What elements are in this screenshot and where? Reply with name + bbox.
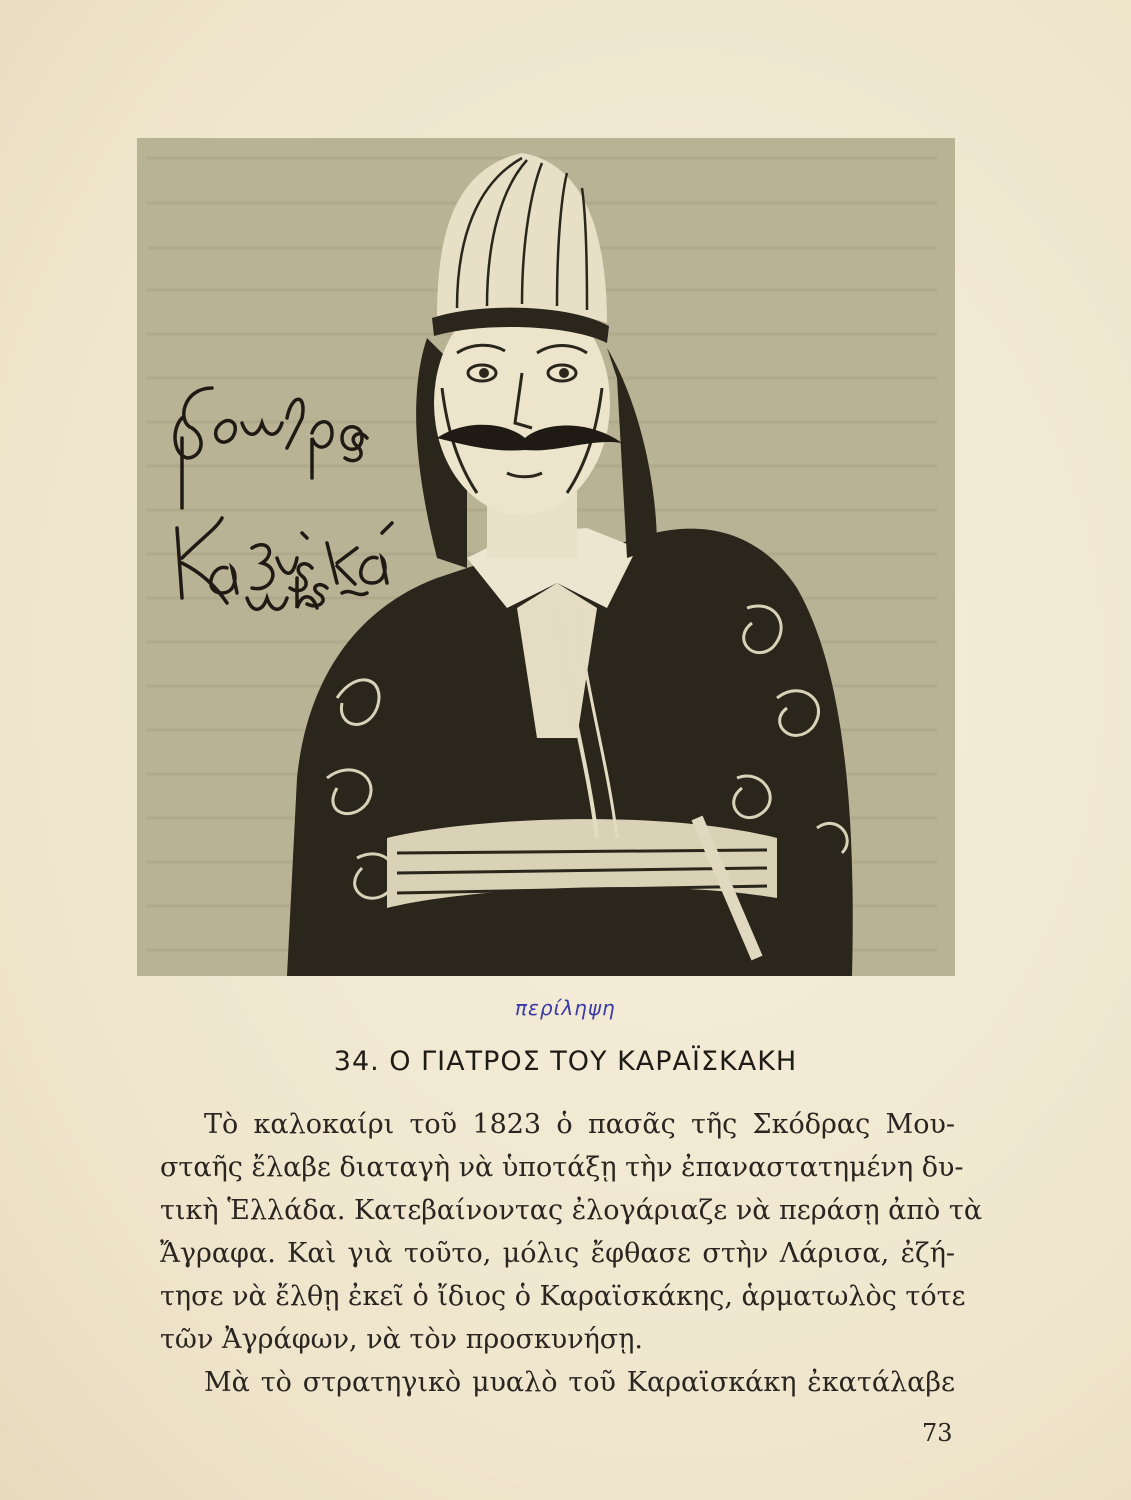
page-number: 73 — [922, 1419, 953, 1447]
text-line: σταῆς ἔλαβε διαταγὴ νὰ ὑποτάξῃ τὴν ἐπαναστατημένη δυ- — [160, 1152, 964, 1183]
chapter-title: 34. Ο ΓΙΑΤΡΟΣ ΤΟΥ ΚΑΡΑΪΣΚΑΚΗ — [333, 1046, 798, 1077]
body-text — [160, 1103, 983, 1404]
text-line: τησε νὰ ἔλθῃ ἐκεῖ ὁ ἴδιος ὁ Καραϊσκάκης, ἁρματωλὸς τότε — [160, 1281, 966, 1312]
portrait-engraving — [137, 138, 955, 976]
text-line: τικὴ Ἑλλάδα. Κατεβαίνοντας ἐλογάριαζε νὰ περάσῃ ἀπὸ τὰ — [160, 1195, 983, 1226]
text-line: τῶν Ἀγράφων, νὰ τὸν προσκυνήσῃ. — [160, 1324, 643, 1355]
text-line: Μὰ τὸ στρατηγικὸ μυαλὸ τοῦ Καραϊσκάκη ἐκατάλαβε — [204, 1367, 955, 1398]
portrait-illustration — [137, 138, 955, 976]
text-line: Τὸ καλοκαίρι τοῦ 1823 ὁ πασᾶς τῆς Σκόδρας Μου- — [204, 1109, 955, 1140]
text-line: Ἄγραφα. Καὶ γιὰ τοῦτο, μόλις ἔφθασε στὴν Λάρισα, ἐζή- — [160, 1238, 955, 1269]
handwritten-annotation: περίληψη — [515, 996, 616, 1020]
